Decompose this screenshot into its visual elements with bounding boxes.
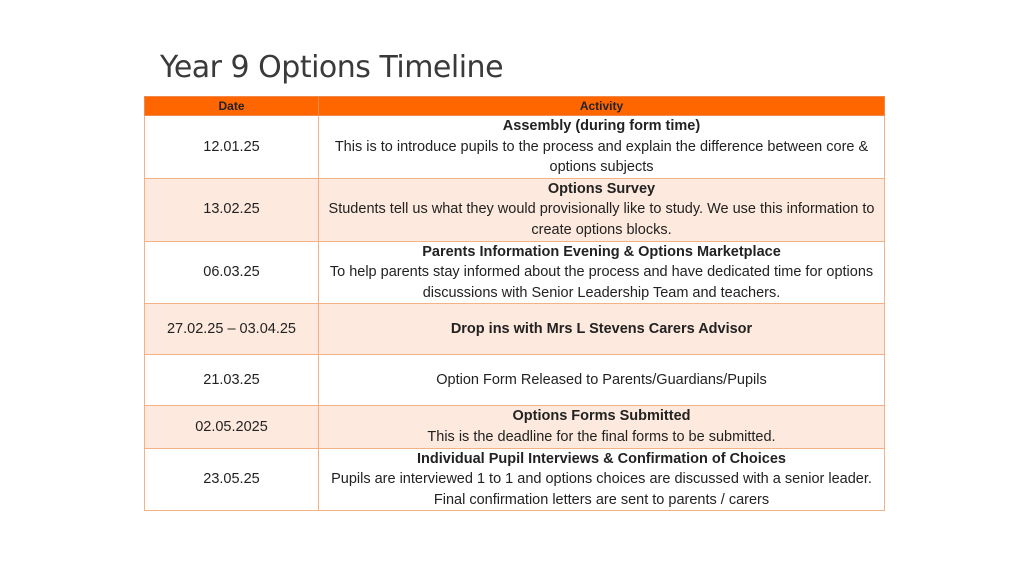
page-title: Year 9 Options Timeline <box>160 50 504 85</box>
activity-title: Drop ins with Mrs L Stevens Carers Advisor <box>450 321 753 338</box>
table-row <box>145 448 885 511</box>
date-column-header: Date <box>145 97 319 116</box>
activity-title: Options Forms Submitted <box>512 408 691 425</box>
row-activity <box>319 448 885 511</box>
activity-description: This is the deadline for the final forms to be submitted. <box>427 428 776 445</box>
row-date: 02.05.2025 <box>145 406 319 448</box>
table-row <box>145 178 885 241</box>
activity-description: This is to introduce pupils to the process and explain the difference between core & options subjects <box>334 138 869 176</box>
row-date: 23.05.25 <box>145 448 319 511</box>
row-date: 21.03.25 <box>145 355 319 406</box>
activity-title: Assembly (during form time) <box>502 118 701 134</box>
options-timeline-table <box>144 96 885 511</box>
activity-description: To help parents stay informed about the process and have dedicated time for options discussions with Senior Leadership Team and teachers. <box>329 264 874 301</box>
table-row <box>145 406 885 448</box>
row-date: 12.01.25 <box>145 116 319 179</box>
activity-title: Parents Information Evening & Options Marketplace <box>422 243 781 260</box>
row-activity <box>319 116 885 179</box>
activity-description: Students tell us what they would provisionally like to study. We use this information to create options blocks. <box>328 201 875 238</box>
table-row <box>145 116 885 179</box>
activity-title: Individual Pupil Interviews & Confirmation of Choices <box>417 450 786 467</box>
table-header-row <box>145 97 885 116</box>
activity-description: Pupils are interviewed 1 to 1 and options choices are discussed with a senior leader. Final confirmation letters are sent to parents / carers <box>331 471 872 508</box>
activity-title: Options Survey <box>547 180 656 197</box>
table-row <box>145 304 885 355</box>
row-date: 27.02.25 – 03.04.25 <box>145 304 319 355</box>
row-activity <box>319 355 885 406</box>
row-date: 13.02.25 <box>145 178 319 241</box>
row-activity <box>319 304 885 355</box>
table-row <box>145 355 885 406</box>
row-activity <box>319 178 885 241</box>
activity-column-header: Activity <box>319 97 885 116</box>
table-row <box>145 241 885 304</box>
activity-description: Option Form Released to Parents/Guardians/Pupils <box>436 372 767 389</box>
row-date: 06.03.25 <box>145 241 319 304</box>
row-activity <box>319 406 885 448</box>
row-activity <box>319 241 885 304</box>
